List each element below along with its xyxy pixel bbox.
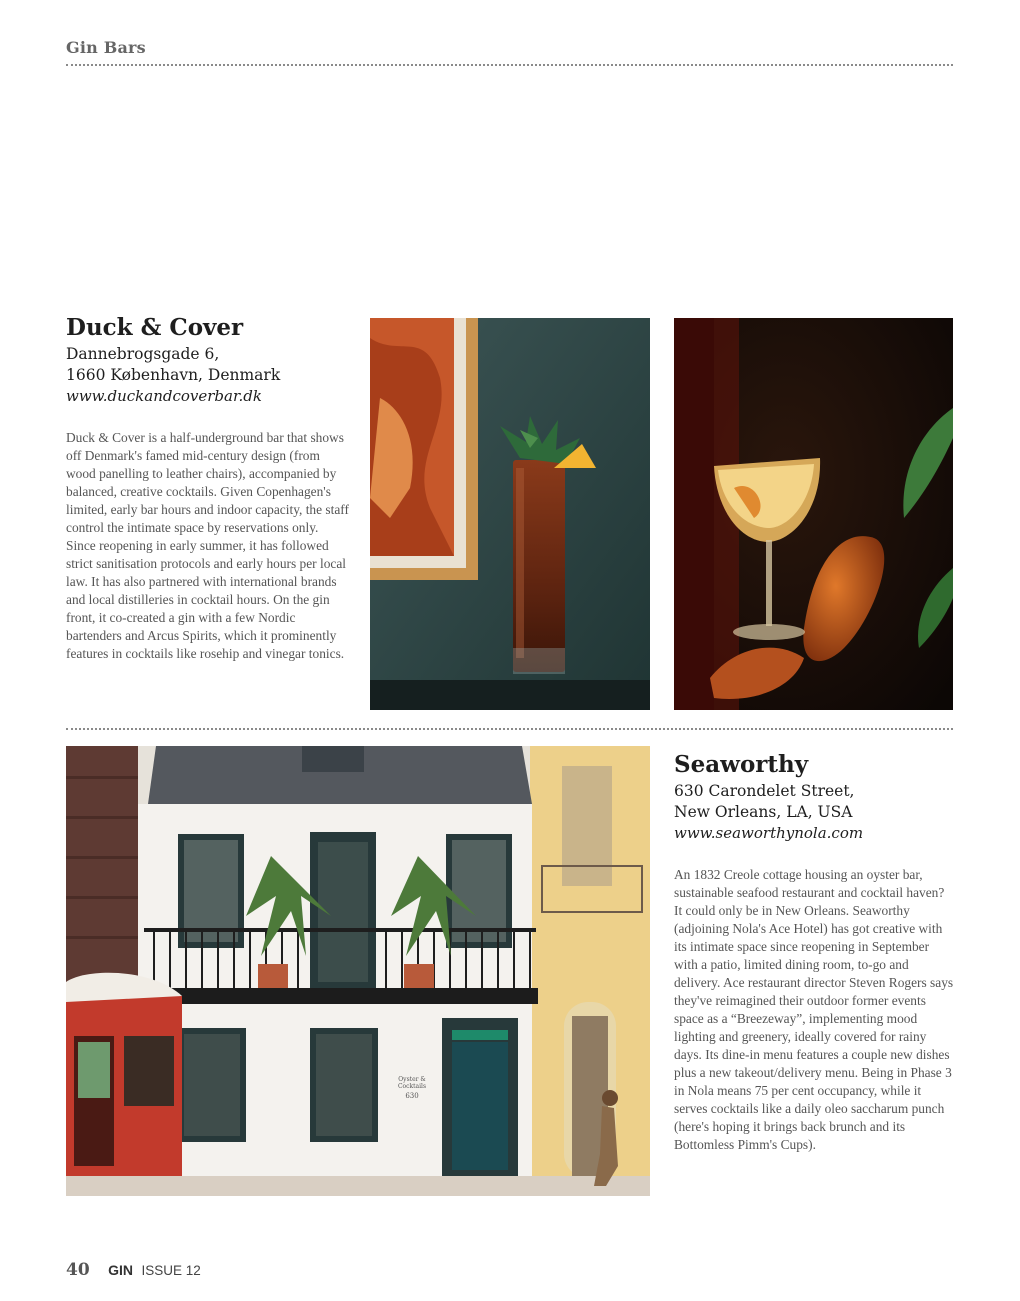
page-footer — [66, 1260, 201, 1280]
photo-seaworthy-building — [66, 746, 650, 1196]
venue-address-line1: 630 Carondelet Street, — [674, 782, 855, 800]
page-number: 40 — [66, 1260, 90, 1280]
issue-label: ISSUE 12 — [141, 1263, 201, 1278]
photo-highball-cocktail — [370, 318, 650, 710]
venue-title: Duck & Cover — [66, 314, 244, 341]
header-divider — [66, 64, 953, 66]
venue-address-line2: 1660 København, Denmark — [66, 366, 281, 384]
venue-duck-and-cover — [66, 314, 351, 663]
venue-title: Seaworthy — [674, 751, 809, 778]
section-label: Gin Bars — [66, 38, 146, 57]
venue-seaworthy — [674, 751, 954, 1154]
magazine-name: GIN — [108, 1262, 134, 1278]
building-sign-line1: Oyster & — [398, 1076, 426, 1083]
building-sign — [388, 1076, 436, 1100]
photo-coupe-cocktail — [674, 318, 953, 710]
building-sign-line2: Cocktails — [397, 1083, 427, 1090]
venue-address-line2: New Orleans, LA, USA — [674, 803, 853, 821]
section-divider — [66, 728, 953, 730]
venue-description: An 1832 Creole cottage housing an oyster bar, sustainable seafood restaurant and cocktail haven? It could only be in New Orleans. Seaworthy (adjoining Nola's Ace Hotel) has got creative with its intimate space since reopening in September with a patio, limited dining room, to-go and delivery. Ace restaurant director Steven Rogers says they've reimagined their outdoor former events space as a “Breezeway”, implementing mood lighting and greenery, ideally covered for rainy days. Its dine-in menu features a couple new dishes plus a new takeout/delivery menu. Being in Phase 3 in Nola means 75 per cent occupancy, while it serves cocktails like a daily oleo saccharum punch (here's hoping it brings back brunch and its Bottomless Pimm's Cups). — [674, 867, 954, 1152]
venue-website-link[interactable]: www.seaworthynola.com — [674, 824, 864, 842]
venue-description: Duck & Cover is a half-underground bar that shows off Denmark's famed mid-century design (from wood panelling to leather chairs), accompanied by balanced, creative cocktails. Given Copenhagen's limited, early bar hours and indoor capacity, the staff control the intimate space by reservations only. Since reopening in early summer, it has followed strict sanitisation protocols and early hours per local law. It has also partnered with international brands and local distilleries in cocktail hours. On the gin front, it co-created a gin with a few Nordic bartenders and Arcus Spirits, which it prominently features in cocktails like rosehip and vinegar tonics. — [66, 430, 349, 661]
venue-address-line1: Dannebrogsgade 6, — [66, 345, 220, 363]
building-sign-number: 630 — [405, 1092, 419, 1100]
venue-website-link[interactable]: www.duckandcoverbar.dk — [66, 387, 262, 405]
